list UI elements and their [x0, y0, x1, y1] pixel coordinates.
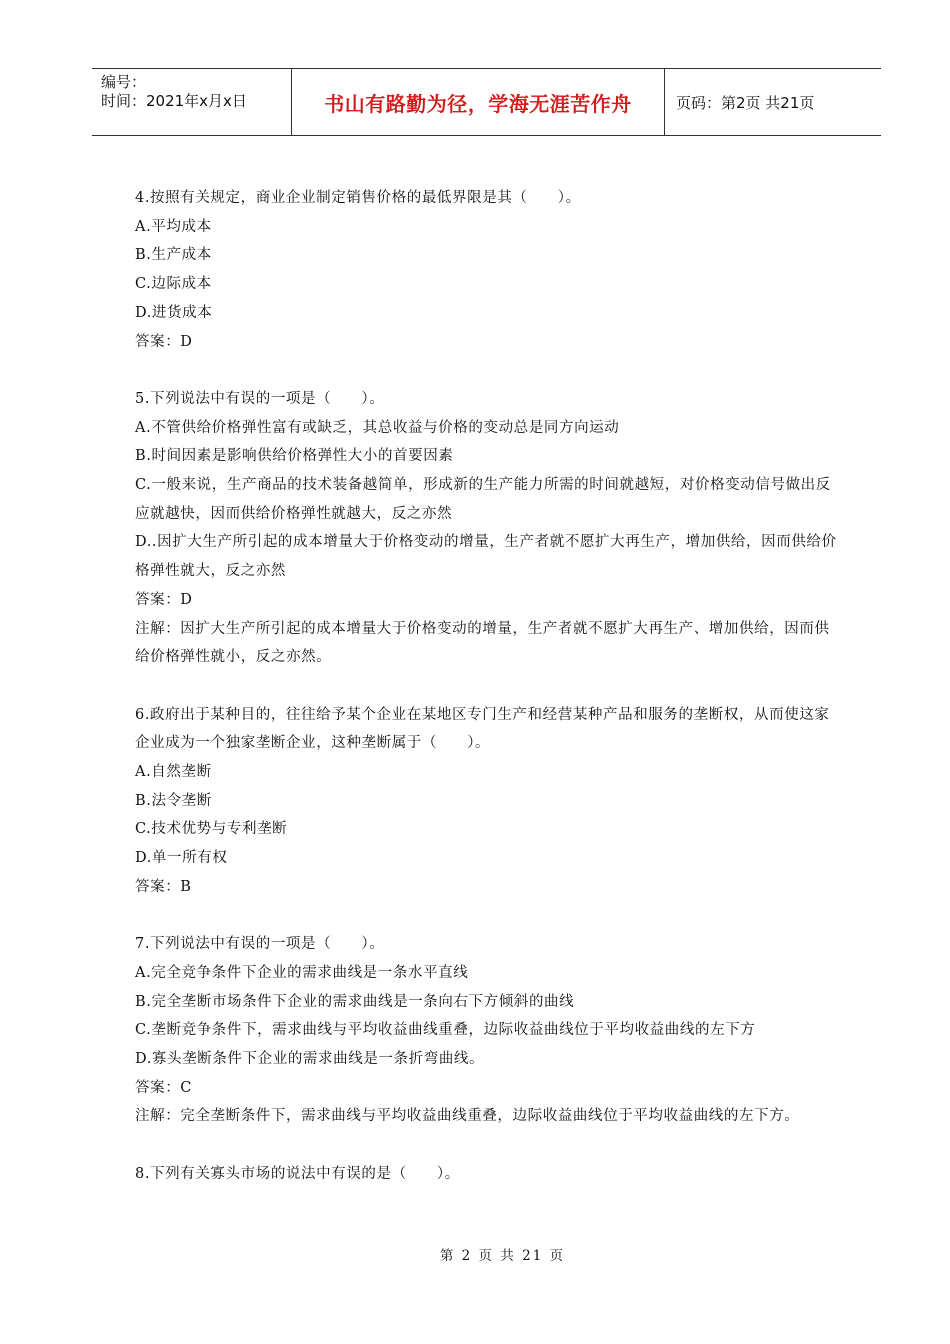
question-4 — [135, 184, 840, 356]
question-7 — [135, 930, 840, 1131]
option-a: A.完全竞争条件下企业的需求曲线是一条水平直线 — [135, 964, 469, 981]
answer: 答案：C — [135, 1079, 192, 1096]
option-a: A.不管供给价格弹性富有或缺乏，其总收益与价格的变动总是同方向运动 — [135, 419, 620, 436]
option-d: D.单一所有权 — [135, 850, 228, 867]
document-time: 时间：2021年x月x日 — [101, 92, 247, 110]
answer: 答案：D — [135, 591, 193, 608]
option-a: A.自然垄断 — [135, 764, 212, 781]
option-a: A.平均成本 — [135, 218, 212, 235]
option-c: C.技术优势与专利垄断 — [135, 821, 288, 838]
header-motto: 书山有路勤为径，学海无涯苦作舟 — [292, 69, 665, 135]
question-8 — [135, 1160, 840, 1189]
page-footer: 第 2 页 共 21 页 — [439, 1248, 566, 1264]
question-stem: 8.下列有关寡头市场的说法中有误的是（ ）。 — [135, 1165, 460, 1182]
page-header — [92, 68, 881, 136]
header-meta — [92, 69, 292, 135]
question-stem: 5.下列说法中有误的一项是（ ）。 — [135, 390, 385, 407]
question-stem: 6.政府出于某种目的，往往给予某个企业在某地区专门生产和经营某种产品和服务的垄断权，从而使这家企业成为一个独家垄断企业，这种垄断属于（ ）。 — [135, 706, 830, 752]
option-b: B.生产成本 — [135, 247, 212, 264]
answer: 答案：D — [135, 333, 193, 350]
document-body — [135, 184, 840, 1217]
option-b: B.法令垄断 — [135, 792, 212, 809]
option-c: C.垄断竞争条件下，需求曲线与平均收益曲线重叠，边际收益曲线位于平均收益曲线的左下方 — [135, 1022, 756, 1039]
option-d: D.寡头垄断条件下企业的需求曲线是一条折弯曲线。 — [135, 1051, 485, 1068]
document-number-label: 编号： — [101, 73, 147, 91]
answer-note: 注解：完全垄断条件下，需求曲线与平均收益曲线重叠，边际收益曲线位于平均收益曲线的左下方。 — [135, 1108, 800, 1125]
question-5 — [135, 385, 840, 672]
question-6 — [135, 701, 840, 902]
question-stem: 7.下列说法中有误的一项是（ ）。 — [135, 936, 385, 953]
header-page-info: 页码：第2页 共21页 — [676, 93, 815, 112]
question-stem: 4.按照有关规定，商业企业制定销售价格的最低界限是其（ ）。 — [135, 190, 581, 206]
option-c: C.一般来说，生产商品的技术装备越简单，形成新的生产能力所需的时间就越短，对价格变动信号做出反应就越快，因而供给价格弹性就越大，反之亦然 — [135, 477, 831, 522]
answer: 答案：B — [135, 878, 192, 895]
option-b: B.时间因素是影响供给价格弹性大小的首要因素 — [135, 448, 454, 465]
option-c: C.边际成本 — [135, 276, 212, 293]
option-d: D.进货成本 — [135, 304, 213, 321]
answer-note: 注解：因扩大生产所引起的成本增量大于价格变动的增量，生产者就不愿扩大再生产、增加供给，因而供给价格弹性就小，反之亦然。 — [135, 620, 830, 666]
option-d: D..因扩大生产所引起的成本增量大于价格变动的增量，生产者就不愿扩大再生产，增加供给，因而供给价格弹性就大，反之亦然 — [135, 534, 837, 580]
option-b: B.完全垄断市场条件下企业的需求曲线是一条向右下方倾斜的曲线 — [135, 993, 575, 1010]
